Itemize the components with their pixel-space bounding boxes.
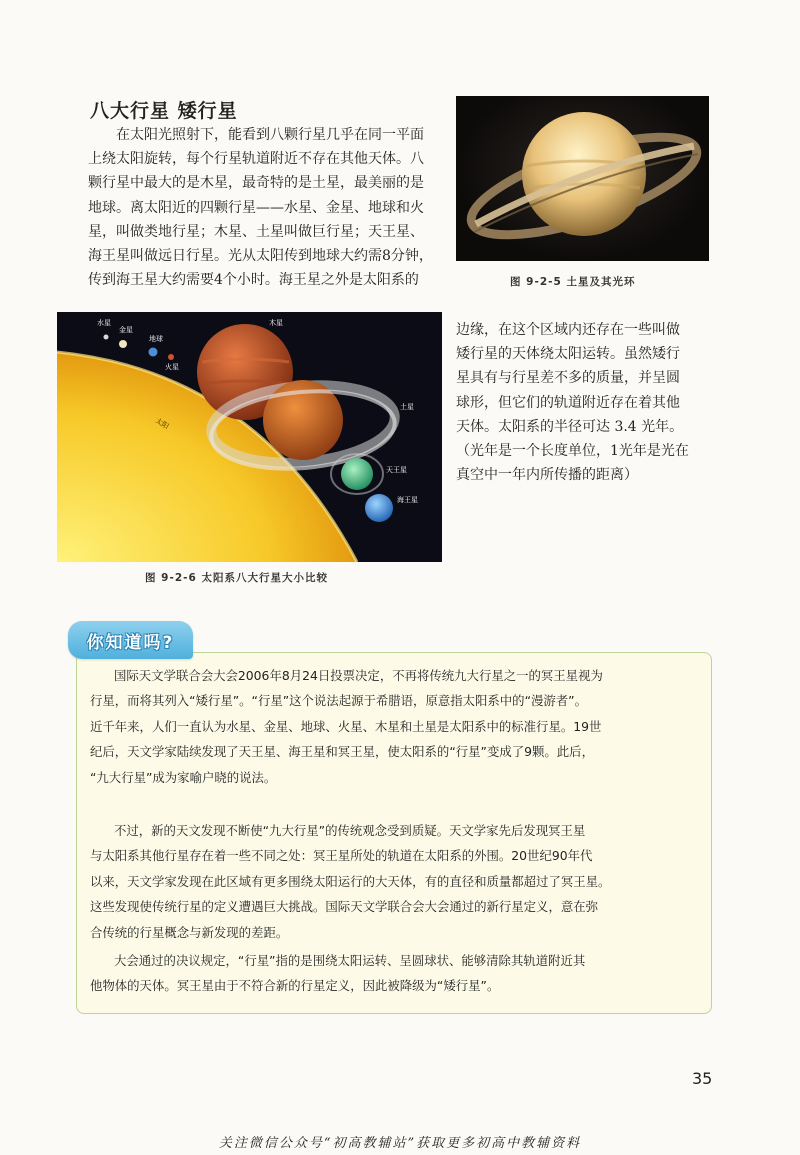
text-line: 行星，而将其列入“矮行星”。“行星”这个说法起源于希腊语，原意指太阳系中的“漫游者”。: [90, 693, 587, 709]
page-number: 35: [692, 1069, 713, 1088]
uranus-shape: [341, 458, 373, 490]
planets-size-comparison-photo: [57, 312, 442, 562]
text-line: 边缘，在这个区域内还存在一些叫做: [456, 322, 680, 338]
figure-caption-saturn: 图 9-2-5 土星及其光环: [510, 276, 636, 288]
label-sun: 太阳: [154, 416, 171, 431]
text-line: 大会通过的决议规定，“行星”指的是围绕太阳运转、呈圆球状、能够清除其轨道附近其: [114, 953, 586, 968]
text-line: 星，叫做类地行星；木星、土星叫做巨行星；天王星、: [88, 223, 424, 240]
saturn-illustration: [456, 96, 709, 261]
solar-system-illustration: [57, 312, 442, 562]
neptune-shape: [365, 494, 393, 522]
figure-caption-planets: 图 9-2-6 太阳系八大行星大小比较: [145, 572, 328, 584]
did-you-know-paragraph-3: [90, 948, 696, 999]
text-line: 地球。离太阳近的四颗行星——水星、金星、地球和火: [88, 199, 424, 216]
label-uranus: 天王星: [386, 466, 407, 474]
text-line: 纪后，天文学家陆续发现了天王星、海王星和冥王星，使太阳系的“行星”变成了9颗。此后，: [90, 744, 594, 760]
mercury-shape: [104, 335, 109, 340]
text-line: 这些发现使传统行星的定义遭遇巨大挑战。国际天文学联合会大会通过的新行星定义，意在弥: [90, 899, 599, 915]
text-line: 矮行星的天体绕太阳运转。虽然矮行: [456, 346, 680, 363]
text-line: 星具有与行星差不多的质量，并呈圆: [456, 370, 680, 387]
text-line: （光年是一个长度单位，1光年是光在: [456, 443, 689, 460]
label-mercury: 水星: [97, 319, 111, 327]
did-you-know-tab: [68, 621, 193, 659]
text-line: 合传统的行星概念与新发现的差距。: [90, 924, 289, 940]
text-line: 近千年来，人们一直认为水星、金星、地球、火星、木星和土星是太阳系中的标准行星。19世: [90, 718, 602, 734]
earth-shape: [149, 348, 158, 357]
text-line: 颗行星中最大的是木星，最奇特的是土星，最美丽的是: [88, 175, 424, 192]
label-jupiter: 木星: [269, 319, 283, 327]
text-line: 传到海王星大约需要4个小时。海王星之外是太阳系的: [88, 272, 419, 289]
body-paragraph-1: [88, 123, 446, 292]
label-earth: 地球: [149, 335, 163, 343]
label-venus: 金星: [119, 326, 133, 334]
mars-shape: [168, 354, 174, 360]
text-line: 真空中一年内所传播的距离）: [456, 467, 638, 484]
text-line: 他物体的天体。冥王星由于不符合新的行星定义，因此被降级为“矮行星”。: [90, 978, 500, 994]
text-line: “九大行星”成为家喻户晓的说法。: [90, 769, 277, 785]
text-line: 天体。太阳系的半径可达 3.4 光年。: [456, 418, 684, 435]
label-neptune: 海王星: [397, 496, 418, 504]
text-line: 在太阳光照射下，能看到八颗行星几乎在同一平面: [88, 127, 424, 143]
footer-note: 关注微信公众号“初高教辅站”获取更多初高中教辅资料: [218, 1136, 582, 1151]
label-saturn: 土星: [400, 403, 414, 411]
text-line: 以来，天文学家发现在此区域有更多围绕太阳运行的大天体，有的直径和质量都超过了冥王星。: [90, 873, 611, 889]
text-line: 国际天文学联合会大会2006年8月24日投票决定，不再将传统九大行星之一的冥王星视为: [114, 668, 603, 683]
text-line: 上绕太阳旋转，每个行星轨道附近不存在其他天体。八: [88, 151, 424, 168]
venus-shape: [119, 340, 127, 348]
did-you-know-paragraph-2: [90, 818, 696, 945]
text-line: 与太阳系其他行星存在着一些不同之处：冥王星所处的轨道在太阳系的外围。20世纪90年代: [90, 848, 593, 864]
section-heading: 八大行星 矮行星: [90, 100, 238, 122]
saturn-photo: [456, 96, 709, 261]
did-you-know-title: 你知道吗?: [86, 633, 175, 653]
text-line: 不过，新的天文发现不断使“九大行星”的传统观念受到质疑。天文学家先后发现冥王星: [114, 823, 586, 838]
body-paragraph-2: [456, 318, 718, 487]
text-line: 海王星叫做远日行星。光从太阳传到地球大约需8分钟，: [88, 248, 433, 265]
label-mars: 火星: [165, 363, 179, 371]
did-you-know-paragraph-1: [90, 663, 696, 790]
text-line: 球形，但它们的轨道附近存在着其他: [456, 394, 680, 411]
